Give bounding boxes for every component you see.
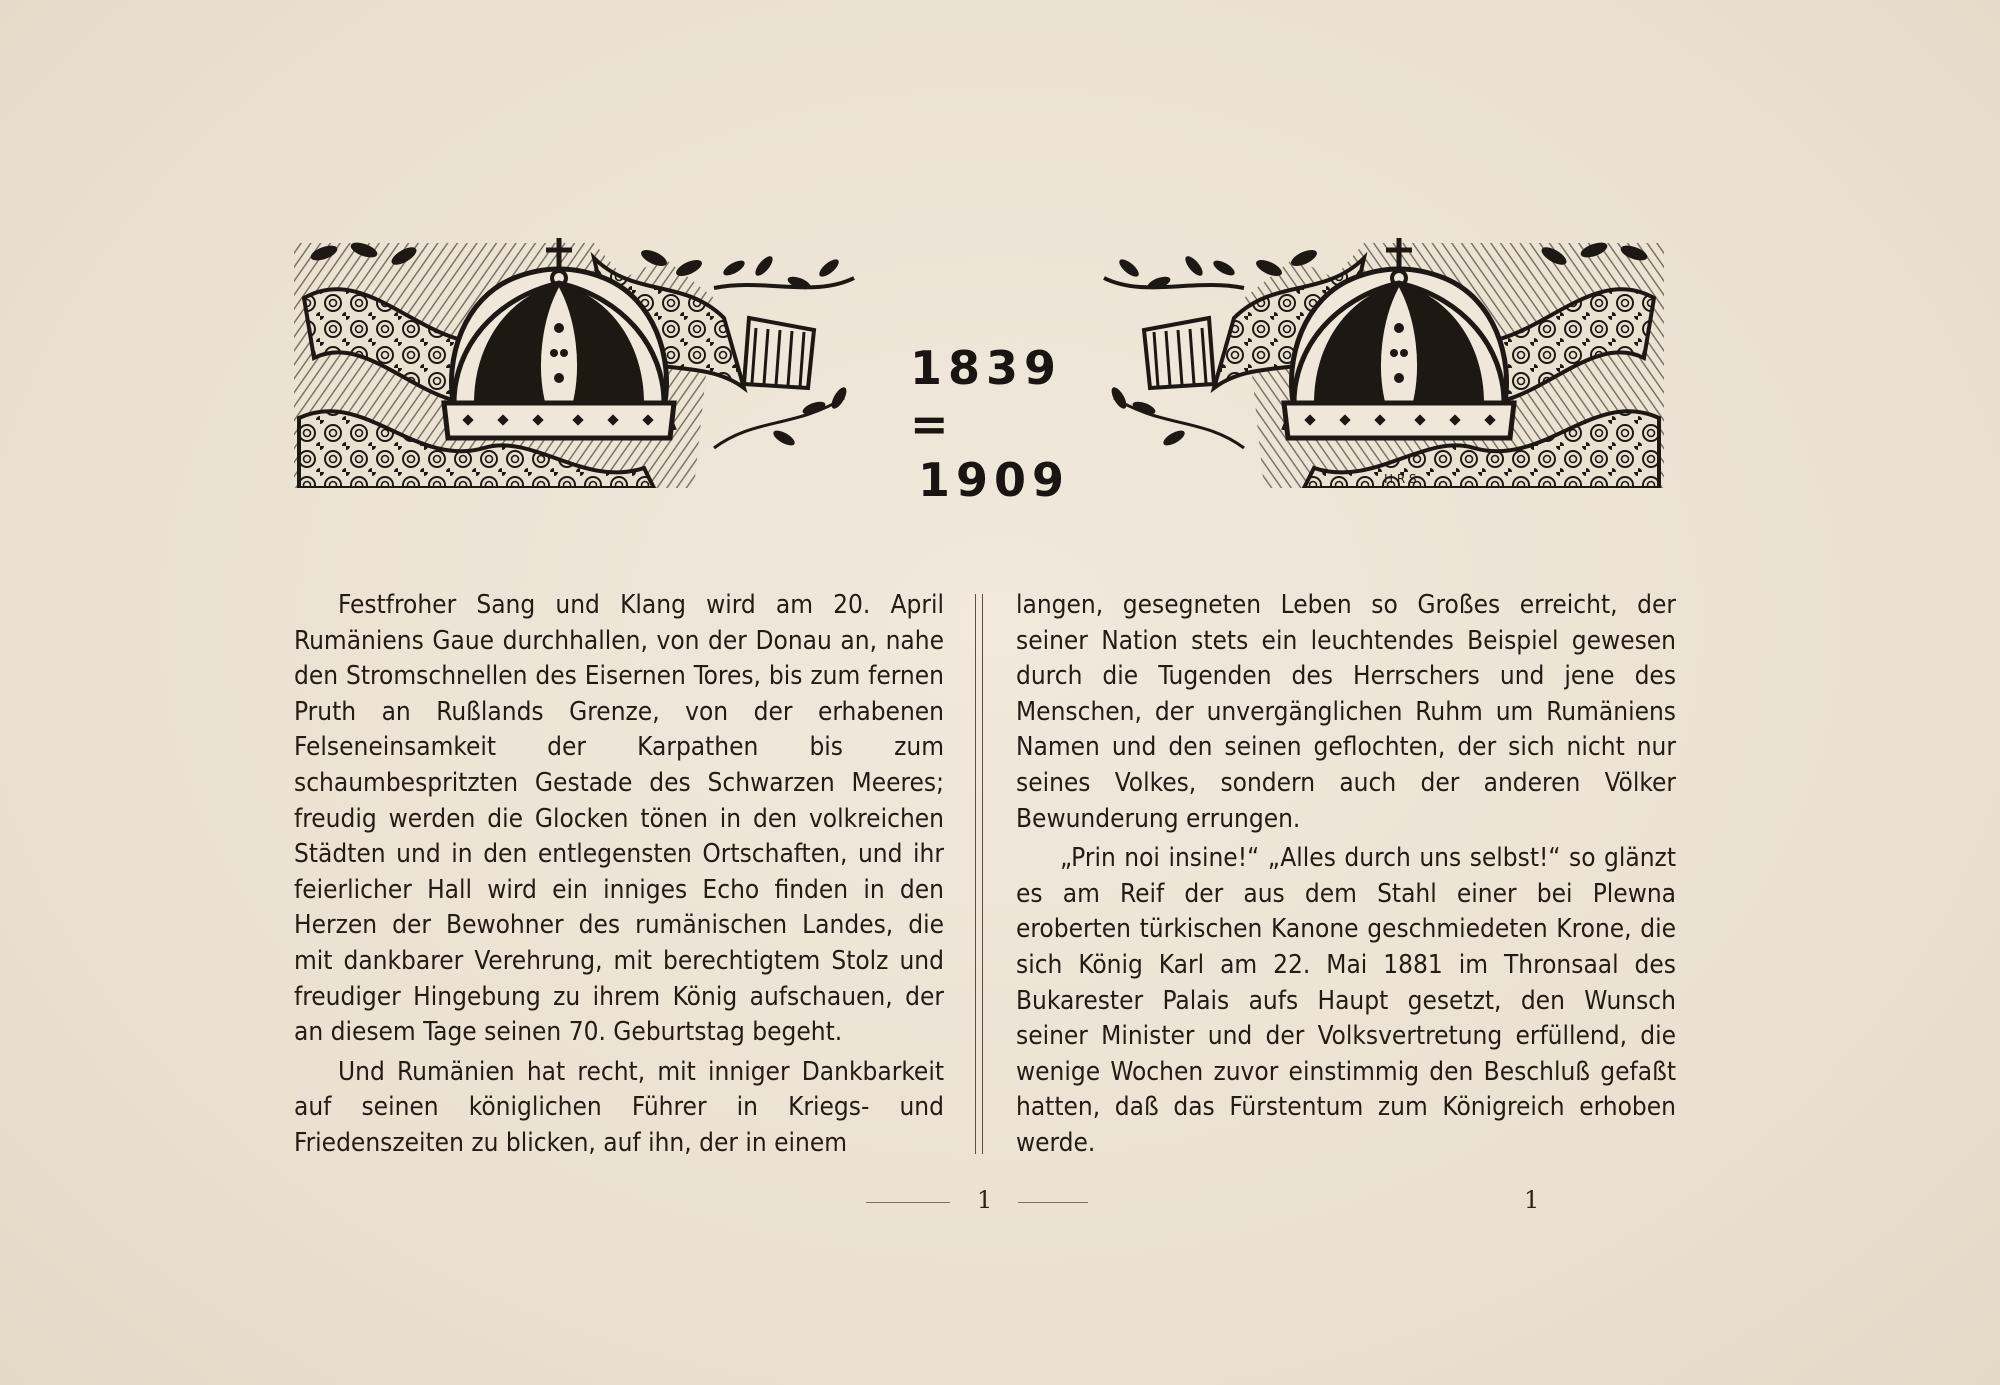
footer-rule-right xyxy=(1018,1202,1088,1203)
right-crown-ornament xyxy=(1104,238,1664,488)
year-range-end: 1909 xyxy=(918,453,1071,507)
left-paragraph-2: Und Rumänien hat recht, mit inniger Dankbarkeit auf seinen königlichen Führer in Kriegs- und Friedenszeiten zu blicken, auf ihn, der in einem xyxy=(294,1056,944,1158)
banner-year-title xyxy=(880,340,1100,508)
artist-initials: H R S xyxy=(1384,472,1417,486)
right-page-number: 1 xyxy=(1524,1186,1540,1214)
left-page-number: 1 xyxy=(977,1186,993,1214)
year-range-start: 1839 = xyxy=(910,341,1063,451)
column-divider xyxy=(975,594,983,1154)
right-paragraph-2: „Prin noi insine!“ „Alles durch uns selbst!“ so glänzt es am Reif der aus dem Stahl einer bei Plewna eroberten türkischen Kanone geschmiedeten Krone, die sich König Karl am 22. Mai 1881 im Thronsaal des Bukarester Palais aufs Haupt gesetzt, den Wunsch seiner Minister und der Volksvertretung erfüllend, die wenige Wochen zuvor einstimmig den Beschluß gefaßt hatten, daß das Fürstentum zum Königreich erhoben werde. xyxy=(1016,843,1676,1158)
footer-rule-left xyxy=(866,1202,950,1203)
left-text-column xyxy=(294,588,944,1162)
right-paragraph-1: langen, gesegneten Leben so Großes erreicht, der seiner Nation stets ein leuchtendes Beispiel gewesen durch die Tugenden des Herrschers und jene des Menschen, der unvergänglichen Ruhm um Rumäniens Namen und den seinen geflochten, der sich nicht nur seines Volkes, sondern auch der anderen Völker Bewunderung errungen. xyxy=(1016,590,1676,834)
left-paragraph-1: Festfroher Sang und Klang wird am 20. April Rumäniens Gaue durchhallen, von der Donau an, nahe den Stromschnellen des Eisernen Tores, bis zum fernen Pruth an Rußlands Grenze, von der erhabenen Felseneinsamkeit der Karpathen bis zum schaumbespritzten Gestade des Schwarzen Meeres; freudig werden die Glocken tönen in den volkreichen Städten und in den entlegensten Ortschaften, und ihr feierlicher Hall wird ein inniges Echo finden in den Herzen der Bewohner des rumänischen Landes, die mit dankbarer Verehrung, mit berechtigtem Stolz und freudiger Hingebung zu ihrem König aufschauen, der an diesem Tage seinen 70. Geburtstag begeht. xyxy=(294,590,944,1048)
left-crown-ornament xyxy=(294,238,854,488)
right-text-column xyxy=(1016,588,1676,1162)
